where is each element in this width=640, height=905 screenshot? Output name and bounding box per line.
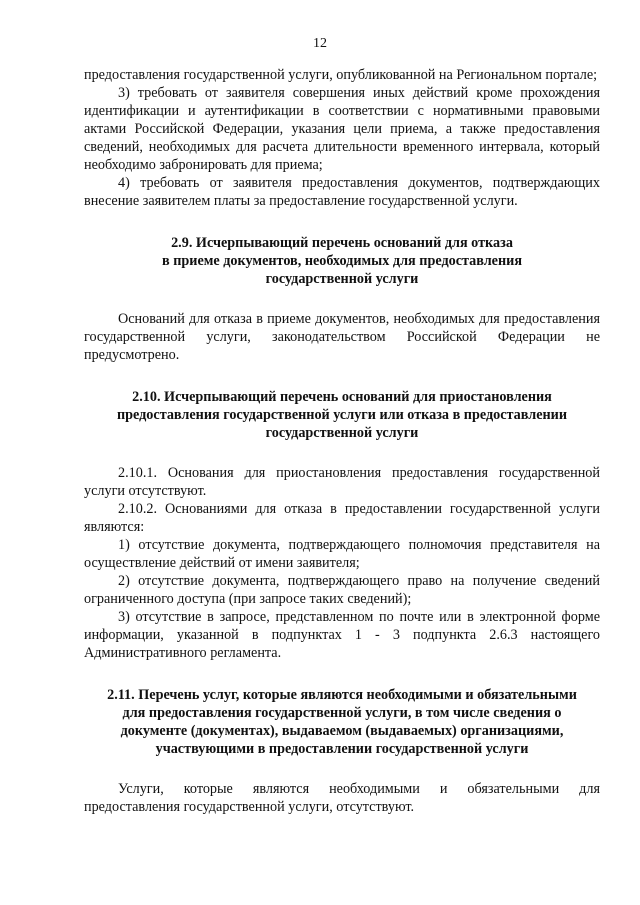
paragraph-continuation: предоставления государственной услуги, опубликованной на Региональном портале; bbox=[84, 67, 598, 83]
section-2-11-heading bbox=[84, 686, 600, 758]
section-2-11-text: Услуги, которые являются необходимыми и обязательными для предоставления государственной услуги, отсутствуют. bbox=[84, 781, 600, 815]
section-2-9-heading bbox=[84, 234, 600, 288]
paragraph-2-10-1: 2.10.1. Основания для приостановления предоставления государственной услуги отсутствуют. bbox=[84, 465, 600, 499]
section-2-9-text: Оснований для отказа в приеме документов, необходимых для предоставления государственной услуги, законодательством Российской Федерации не предусмотрено. bbox=[84, 311, 600, 363]
section-2-10-heading bbox=[84, 388, 600, 442]
heading-line: государственной услуги bbox=[265, 271, 419, 287]
heading-line: 2.9. Исчерпывающий перечень оснований для отказа bbox=[171, 235, 513, 251]
document-body bbox=[84, 66, 600, 816]
paragraph-item-3: 3) требовать от заявителя совершения иных действий кроме прохождения идентификации и аутентификации в соответствии с нормативными правовыми актами Российской Федерации, указания цели приема, а также предоставления сведений, необходимых для расчета длительности временного интервала, который необходимо забронировать для приема; bbox=[84, 85, 600, 173]
paragraph-item-4: 4) требовать от заявителя предоставления документов, подтверждающих внесение заявителем платы за предоставление государственной услуги. bbox=[84, 175, 600, 209]
heading-line: в приеме документов, необходимых для предоставления bbox=[162, 253, 522, 269]
paragraph-refusal-1: 1) отсутствие документа, подтверждающего полномочия представителя на осуществление действий от имени заявителя; bbox=[84, 537, 600, 571]
heading-line: государственной услуги bbox=[265, 425, 419, 441]
heading-line: 2.10. Исчерпывающий перечень оснований для приостановления bbox=[132, 389, 552, 405]
paragraph-refusal-3: 3) отсутствие в запросе, представленном по почте или в электронной форме информации, указанной в подпунктах 1 - 3 подпункта 2.6.3 настоящего Административного регламента. bbox=[84, 609, 600, 661]
paragraph-2-10-2: 2.10.2. Основаниями для отказа в предоставлении государственной услуги являются: bbox=[84, 501, 600, 535]
paragraph-refusal-2: 2) отсутствие документа, подтверждающего право на получение сведений ограниченного доступа (при запросе таких сведений); bbox=[84, 573, 600, 607]
heading-line: предоставления государственной услуги или отказа в предоставлении bbox=[116, 407, 568, 423]
heading-line: участвующими в предоставлении государственной услуги bbox=[155, 741, 529, 757]
heading-line: 2.11. Перечень услуг, которые являются необходимыми и обязательными bbox=[107, 687, 577, 703]
heading-line: документе (документах), выдаваемом (выдаваемых) организациями, bbox=[120, 723, 564, 739]
page-number: 12 bbox=[313, 36, 327, 51]
heading-line: для предоставления государственной услуги, в том числе сведения о bbox=[122, 705, 562, 721]
